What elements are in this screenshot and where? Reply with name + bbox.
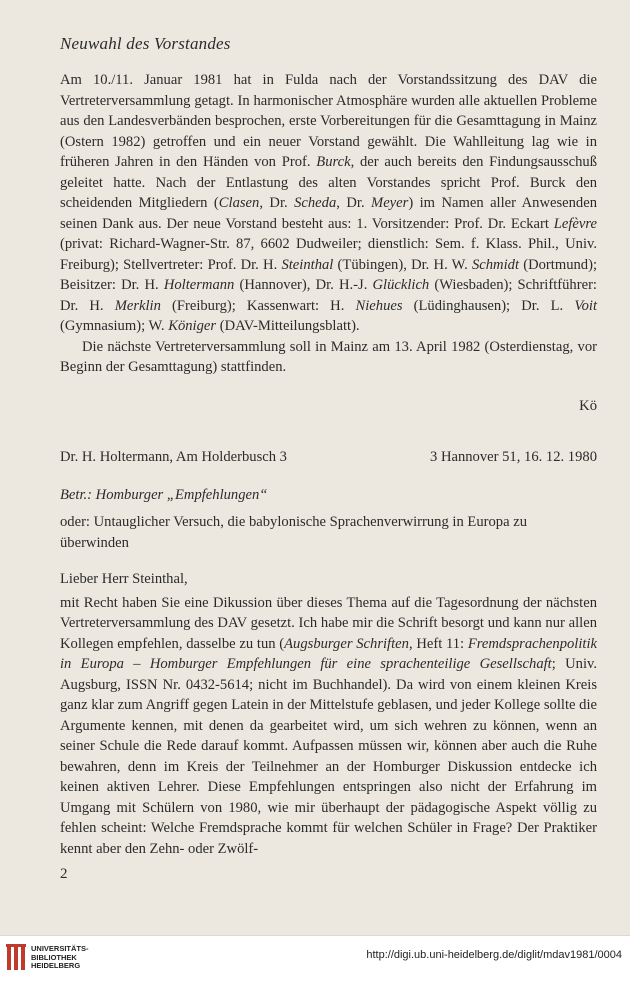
italic-run: Augsburger Schriften <box>284 635 409 652</box>
letter-subject: Betr.: Homburger „Empfehlungen“ <box>60 487 268 503</box>
letter-header <box>60 449 597 466</box>
italic-run: Scheda <box>294 195 337 211</box>
italic-run: Steinthal <box>281 256 334 273</box>
italic-run: Merklin <box>114 297 161 314</box>
logo-line-2: BIBLIOTHEK <box>31 952 77 962</box>
library-logo-icon <box>6 944 26 972</box>
letter-salutation: Lieber Herr Steinthal, <box>60 571 188 587</box>
italic-run: Lefèvre <box>553 215 597 232</box>
italic-run: Burck <box>316 154 351 170</box>
library-logo[interactable] <box>6 944 89 972</box>
italic-run: Königer <box>168 318 217 334</box>
report-text <box>60 70 597 378</box>
letter-place-date: 3 Hannover 51, 16. 12. 1980 <box>430 449 597 465</box>
library-logo-text <box>31 945 89 971</box>
italic-run: Glücklich <box>372 277 430 293</box>
italic-run: Fremdsprachenpolitik in Europa – Homburger Empfehlungen für eine sprachenteilige Gesellschaft <box>60 635 597 672</box>
italic-run: Schmidt <box>471 256 520 273</box>
report-paragraph-2: Die nächste Vertreterversammlung soll in Mainz am 13. April 1982 (Osterdienstag, vor Beginn der Gesamttagung) stattfinden. <box>60 338 597 375</box>
letter-body-block <box>60 569 597 859</box>
source-url-link[interactable]: http://digi.ub.uni-heidelberg.de/diglit/mdav1981/0004 <box>366 949 622 961</box>
letter-subtitle: oder: Untauglicher Versuch, die babylonische Sprachenverwirrung in Europa zu überwinden <box>60 514 527 551</box>
report-paragraph-1: Am 10./11. Januar 1981 hat in Fulda nach der Vorstandssitzung des DAV die Vertreterversammlung getagt. In harmonischer Atmosphäre wurden alle aktuellen Probleme aus den Landesverbänden besprochen, erste Vorbereitungen für die Gesamttagung in Mainz (Ostern 1982) getroffen und ein neuer Vorstand gewählt. Die Wahlleitung lag wie in früheren Jahren in den Händen von Prof. Burck, der auch bereits den Findungsausschuß geleitet hatte. Nach der Entlastung des alten Vorstandes spricht Prof. Burck den scheidenden Mitgliedern (Clasen, Dr. Scheda, Dr. Meyer) im Namen aller Anwesenden seinen Dank aus. Der neue Vorstand besteht aus: 1. Vorsitzender: Prof. Dr. Eckart Lefèvre (privat: Richard-Wagner-Str. 87, 6602 Dudweiler; dienstlich: Sem. f. Klass. Phil., Univ. Freiburg); Stellvertreter: Prof. Dr. H. Steinthal (Tübingen), Dr. H. W. Schmidt (Dortmund); Beisitzer: Dr. H. Holtermann (Hannover), Dr. H.-J. Glücklich (Wiesbaden); Schriftführer: Dr. H. Merklin (Freiburg); Kassenwart: H. Niehues (Lüdinghausen); Dr. L. Voit (Gymnasium); W. Königer (DAV-Mitteilungsblatt). <box>60 72 598 334</box>
letter-body: mit Recht haben Sie eine Dikussion über dieses Thema auf die Tagesordnung der nächsten Vertreterversammlung des DAV gesetzt. Ich habe mir die Schrift besorgt und kann nur allen Kollegen empfehlen, dasselbe zu tun (Augsburger Schriften, Heft 11: Fremdsprachenpolitik in Europa – Homburger Empfehlungen für eine sprachenteilige Gesellschaft; Univ. Augsburg, ISSN Nr. 0432-5614; nicht im Buchhandel). Da wird von einem kleinen Kreis ganz klar zum Angriff gegen Latein in der Mittelstufe geblasen, und jeder Kollege sollte die Argumente kennen, mit denen da gearbeitet wird, um sich wehren zu können, wenn an seiner Schule die Rede darauf kommt. Aufpassen müssen wir, können aber auch die Ruhe bewahren, denn im Kreis der Teilnehmer an der Homburger Diskussion entdecke ich keinen aktiven Lehrer. Diese Empfehlungen entspringen also nicht der Erfahrung im Umgang mit Schülern von 1980, wie mir überhaupt der pädagogische Aspekt völlig zu fehlen scheint: Welche Fremdsprache kommt für welchen Schüler in Frage? Der Praktiker kennt aber den Zehn- oder Zwölf- <box>60 594 597 857</box>
italic-run: Clasen <box>218 195 260 211</box>
section-heading: Neuwahl des Vorstandes <box>60 34 231 53</box>
italic-run: Meyer <box>371 195 409 211</box>
footer-bar <box>0 935 630 982</box>
letter-sender: Dr. H. Holtermann, Am Holderbusch 3 <box>60 449 287 465</box>
letter-subtitle-block <box>60 512 597 553</box>
logo-line-3: HEIDELBERG <box>31 961 81 971</box>
italic-run: Voit <box>574 297 598 314</box>
italic-run: Holtermann <box>163 277 235 293</box>
report-signature: Kö <box>579 398 597 414</box>
logo-line-1: UNIVERSITÄTS- <box>31 944 89 954</box>
page-number: 2 <box>60 866 68 882</box>
italic-run: Niehues <box>355 297 403 314</box>
